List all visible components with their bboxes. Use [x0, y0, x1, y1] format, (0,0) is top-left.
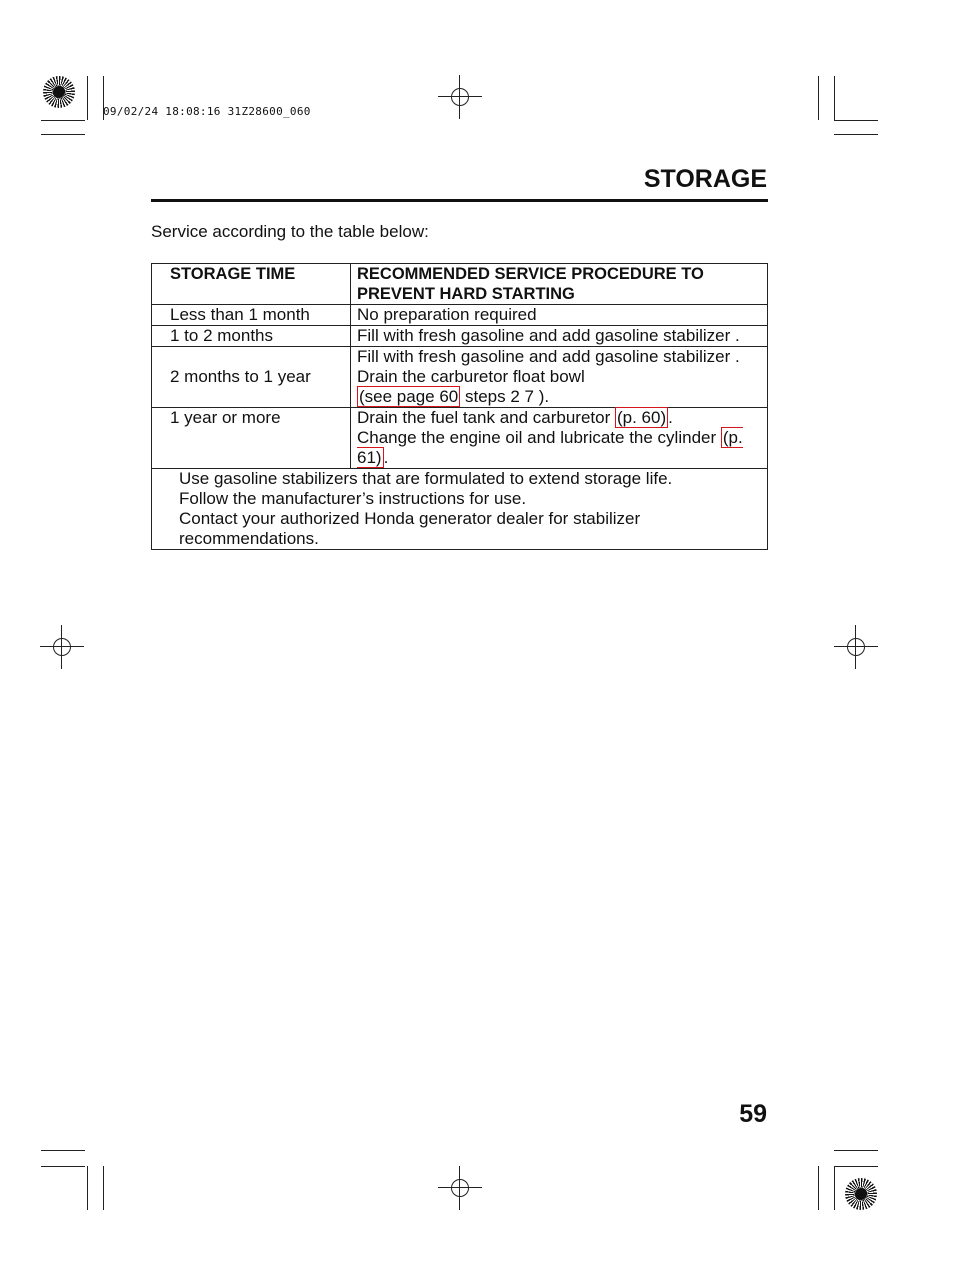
procedure-cell: Fill with fresh gasoline and add gasoline stabilizer .	[351, 326, 768, 347]
crop-line	[103, 1166, 104, 1210]
procedure-cell	[351, 347, 768, 408]
period: .	[668, 408, 673, 427]
crosshair-left-middle	[40, 625, 84, 669]
crop-line	[818, 1166, 819, 1210]
crop-line	[834, 1166, 835, 1210]
procedure-cell	[351, 408, 768, 469]
note-line: Follow the manufacturer’s instructions for use.	[179, 489, 527, 508]
table-note-row	[152, 469, 768, 550]
crop-line	[834, 1150, 878, 1151]
procedure-cell: No preparation required	[351, 305, 768, 326]
procedure-text: Drain the fuel tank and carburetor	[357, 408, 615, 427]
crosshair-right-middle	[834, 625, 878, 669]
storage-time-cell: 1 to 2 months	[152, 326, 351, 347]
storage-time-cell: 1 year or more	[152, 408, 351, 469]
crop-line	[41, 1150, 85, 1151]
crop-line	[818, 76, 819, 120]
procedure-line: Fill with fresh gasoline and add gasoline stabilizer .	[357, 347, 740, 366]
p60-link[interactable]: (p. 60)	[616, 408, 667, 427]
crop-line	[834, 134, 878, 135]
crop-line	[87, 1166, 88, 1210]
table-row	[152, 305, 768, 326]
procedure-line: Drain the carburetor float bowl	[357, 367, 585, 386]
crosshair-bottom-center	[438, 1166, 482, 1210]
storage-service-table	[151, 263, 768, 550]
table-row	[152, 347, 768, 408]
note-line: Contact your authorized Honda generator dealer for stabilizer recommendations.	[179, 509, 641, 548]
p61-link[interactable]: (p. 61)	[357, 428, 743, 467]
crop-line	[834, 76, 835, 120]
table-row	[152, 326, 768, 347]
period: .	[383, 448, 389, 467]
note-line: Use gasoline stabilizers that are formulated to extend storage life.	[179, 469, 673, 488]
stabilizer-note	[152, 469, 768, 550]
table-header-row	[152, 264, 768, 305]
page-number: 59	[739, 1100, 767, 1128]
registration-mark-top-left	[43, 76, 75, 108]
print-timestamp: 09/02/24 18:08:16 31Z28600_060	[103, 105, 311, 118]
header-procedure: RECOMMENDED SERVICE PROCEDURE TO PREVENT HARD STARTING	[351, 264, 768, 305]
title-rule	[151, 199, 768, 202]
crosshair-top-center	[438, 75, 482, 119]
registration-mark-bottom-right	[845, 1178, 877, 1210]
crop-line	[87, 76, 88, 120]
section-title: STORAGE	[643, 165, 767, 193]
crop-line	[41, 120, 85, 121]
crop-line	[834, 1166, 878, 1167]
storage-time-cell: 2 months to 1 year	[152, 347, 351, 408]
see-page-60-link[interactable]: (see page 60	[359, 387, 459, 406]
crop-line	[834, 120, 878, 121]
procedure-text: Change the engine oil and lubricate the cylinder	[357, 428, 721, 447]
storage-time-cell: Less than 1 month	[152, 305, 351, 326]
intro-text: Service according to the table below:	[151, 222, 429, 241]
header-storage-time: STORAGE TIME	[152, 264, 351, 305]
procedure-line: steps 2 7 ).	[464, 387, 550, 406]
crop-line	[41, 134, 85, 135]
crop-line	[41, 1166, 85, 1167]
table-row	[152, 408, 768, 469]
